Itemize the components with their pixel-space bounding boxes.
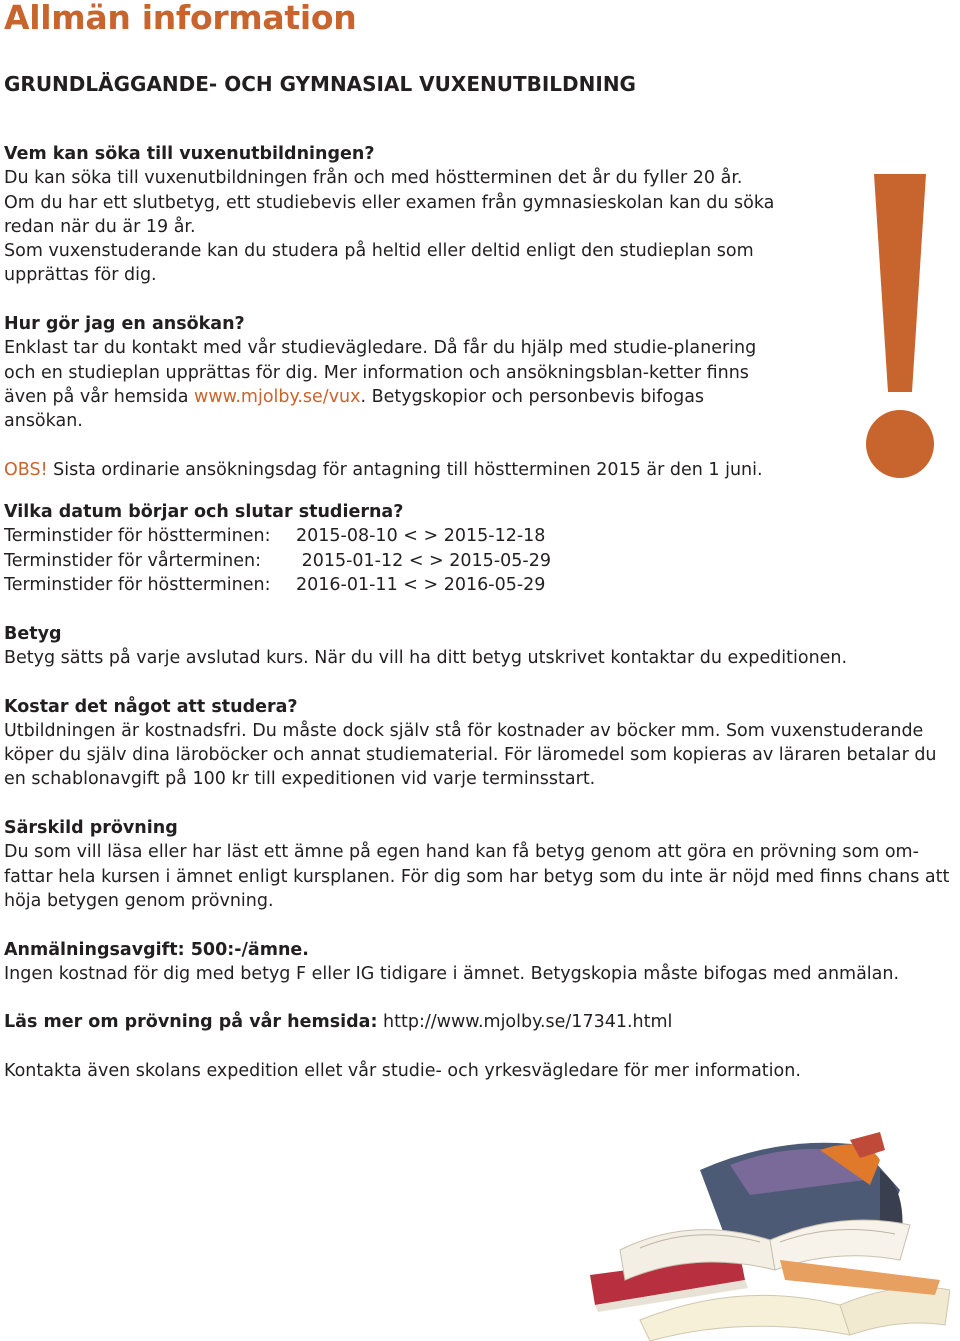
paragraph-line: Du kan söka till vuxenutbildningen från och med höstterminen det år du fyller 20 år. xyxy=(4,168,743,189)
term-dates: 2016-01-11 < > 2016-05-29 xyxy=(296,575,546,596)
section-heading: Hur gör jag en ansökan? xyxy=(4,314,245,335)
exclamation-mark-graphic xyxy=(860,170,940,490)
page-title: Allmän information xyxy=(4,0,357,37)
paragraph-text: . Betygskopior och personbevis bifogas ansökan. xyxy=(4,386,705,432)
term-row xyxy=(4,573,954,597)
section-fee xyxy=(4,938,954,987)
paragraph-text: Enklast tar du kontakt med vår studievägledare. Då får du hjälp med studie-planering och en studieplan upprättas för dig. Mer information och ansökningsblan-ketter finns även på vår hemsida xyxy=(4,338,757,407)
term-dates: 2015-01-12 < > 2015-05-29 xyxy=(296,550,551,571)
term-row xyxy=(4,549,954,573)
paragraph-text: Betyg sätts på varje avslutad kurs. När du vill ha ditt betyg utskrivet kontaktar du expeditionen. xyxy=(4,647,848,668)
section-who-can-apply xyxy=(4,142,794,288)
paragraph-line: Om du har ett slutbetyg, ett studiebevis eller examen från gymnasieskolan kan du söka redan när du är 19 år. xyxy=(4,192,775,237)
section-heading: Kostar det något att studera? xyxy=(4,696,298,717)
section-heading: Särskild prövning xyxy=(4,818,178,839)
section-term-dates xyxy=(4,500,954,597)
paragraph-text: Du som vill läsa eller har läst ett ämne på egen hand kan få betyg genom att göra en prövning som om-fattar hela kursen i ämnet enligt kursplanen. För dig som har betyg som du inte är nöjd med finns chans att höja betygen genom prövning. xyxy=(4,842,950,911)
section-obs xyxy=(4,458,954,482)
read-more-link[interactable]: http://www.mjolby.se/17341.html xyxy=(377,1012,673,1033)
section-heading: Betyg xyxy=(4,623,62,644)
section-heading: Vem kan söka till vuxenutbildningen? xyxy=(4,144,375,164)
paragraph-text: Ingen kostnad för dig med betyg F eller IG tidigare i ämnet. Betygskopia måste bifogas med anmälan. xyxy=(4,963,900,984)
term-label: Terminstider för höstterminen: xyxy=(4,526,271,547)
obs-text: Sista ordinarie ansökningsdag för antagning till höstterminen 2015 är den 1 juni. xyxy=(47,459,763,480)
section-read-more xyxy=(4,1010,954,1034)
obs-label: OBS! xyxy=(4,459,48,480)
section-heading: Vilka datum börjar och slutar studierna? xyxy=(4,502,404,523)
main-content xyxy=(4,142,954,1108)
section-heading: Anmälningsavgift: 500:-/ämne. xyxy=(4,939,309,960)
paragraph-text: Utbildningen är kostnadsfri. Du måste dock själv stå för kostnader av böcker mm. Som vuxenstuderande köper du själv dina läroböcker och annat studiematerial. För läromedel som kopieras av läraren betalar du en schablonavgift på 100 kr till expeditionen vid varje terminsstart. xyxy=(4,720,937,790)
books-illustration xyxy=(580,1130,950,1341)
read-more-label: Läs mer om prövning på vår hemsida: xyxy=(4,1012,378,1033)
paragraph-line: Som vuxenstuderande kan du studera på heltid eller deltid enligt den studieplan som upprättas för dig. xyxy=(4,241,754,286)
term-row xyxy=(4,524,954,548)
website-link[interactable]: www.mjolby.se/vux xyxy=(194,386,361,407)
term-label: Terminstider för vårterminen: xyxy=(4,550,262,571)
term-label: Terminstider för höstterminen: xyxy=(4,575,271,596)
section-how-to-apply xyxy=(4,312,764,433)
section-cost xyxy=(4,695,954,792)
section-grades xyxy=(4,622,954,671)
section-contact xyxy=(4,1059,954,1083)
paragraph-text: Kontakta även skolans expedition ellet vår studie- och yrkesvägledare för mer information. xyxy=(4,1060,801,1081)
section-special-exam xyxy=(4,816,954,913)
page-subtitle: GRUNDLÄGGANDE- OCH GYMNASIAL VUXENUTBILDNING xyxy=(4,72,636,96)
term-dates: 2015-08-10 < > 2015-12-18 xyxy=(296,526,546,547)
